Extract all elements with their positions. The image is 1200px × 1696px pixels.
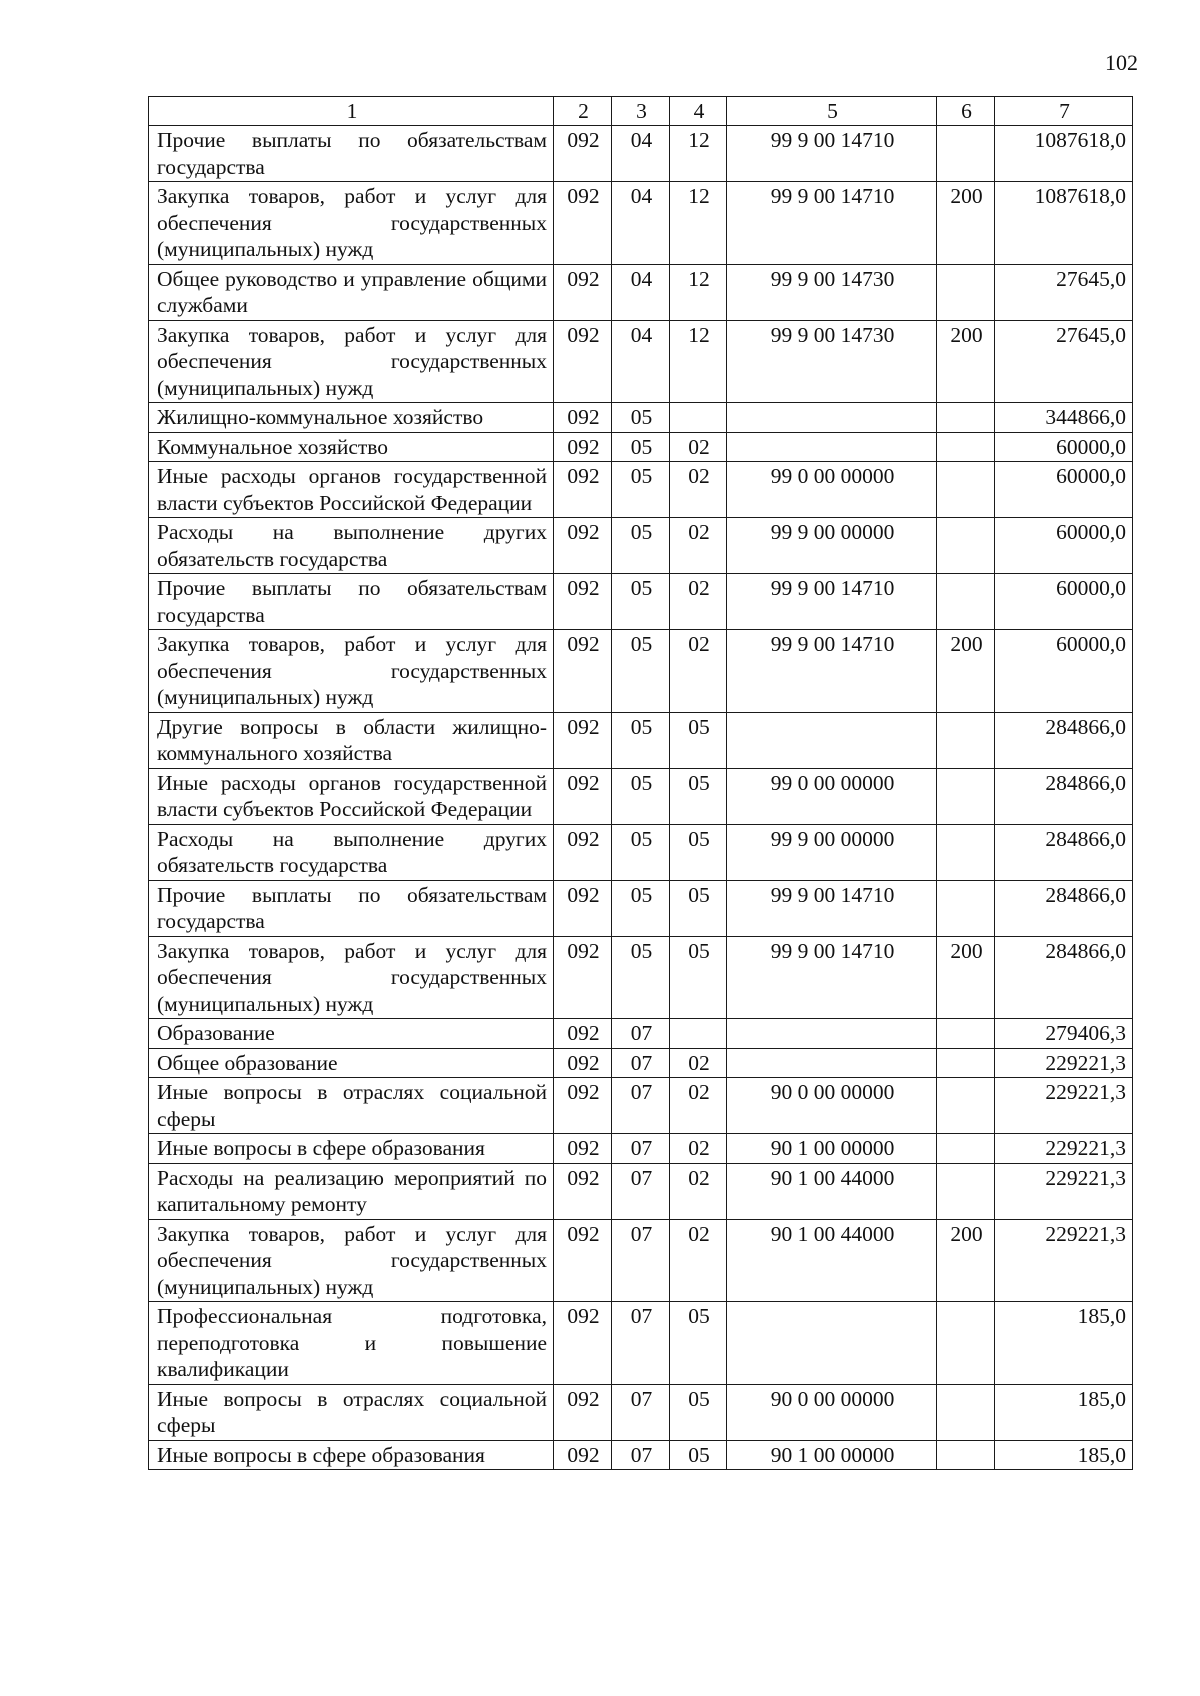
expense-type-cell	[937, 1384, 995, 1440]
column-header: 6	[937, 97, 995, 126]
column-header: 3	[612, 97, 670, 126]
row-name-cell: Общее образование	[149, 1048, 554, 1078]
table-row	[149, 1163, 1133, 1219]
expense-type-cell	[937, 1048, 995, 1078]
ministry-code-cell: 092	[554, 1019, 612, 1049]
amount-cell: 185,0	[995, 1440, 1133, 1470]
subsection-code-cell: 02	[670, 630, 727, 713]
section-code-cell: 04	[612, 126, 670, 182]
expense-type-cell	[937, 712, 995, 768]
table-row	[149, 574, 1133, 630]
row-name-cell: Закупка товаров, работ и услуг для обеспечения государственных (муниципальных) нужд	[149, 320, 554, 403]
amount-cell: 1087618,0	[995, 126, 1133, 182]
amount-cell: 284866,0	[995, 824, 1133, 880]
expense-type-cell	[937, 1302, 995, 1385]
row-name-cell: Иные вопросы в отраслях социальной сферы	[149, 1078, 554, 1134]
row-name-cell: Иные вопросы в сфере образования	[149, 1440, 554, 1470]
expense-type-cell	[937, 1440, 995, 1470]
row-name-cell: Иные расходы органов государственной власти субъектов Российской Федерации	[149, 462, 554, 518]
amount-cell: 229221,3	[995, 1219, 1133, 1302]
section-code-cell: 07	[612, 1134, 670, 1164]
target-article-cell: 99 9 00 14710	[727, 880, 937, 936]
target-article-cell: 99 9 00 14710	[727, 630, 937, 713]
column-header: 1	[149, 97, 554, 126]
target-article-cell: 99 9 00 14710	[727, 936, 937, 1019]
amount-cell: 185,0	[995, 1384, 1133, 1440]
subsection-code-cell: 02	[670, 1163, 727, 1219]
table-row	[149, 1048, 1133, 1078]
page-number: 102	[1105, 50, 1138, 75]
section-code-cell: 05	[612, 403, 670, 433]
row-name-cell: Профессиональная подготовка, переподготовка и повышение квалификации	[149, 1302, 554, 1385]
section-code-cell: 05	[612, 936, 670, 1019]
section-code-cell: 05	[612, 518, 670, 574]
expense-type-cell	[937, 1078, 995, 1134]
table-row	[149, 936, 1133, 1019]
subsection-code-cell: 05	[670, 936, 727, 1019]
table-row	[149, 264, 1133, 320]
row-name-cell: Общее руководство и управление общими службами	[149, 264, 554, 320]
target-article-cell: 99 9 00 14710	[727, 574, 937, 630]
column-header: 2	[554, 97, 612, 126]
ministry-code-cell: 092	[554, 320, 612, 403]
expense-type-cell	[937, 462, 995, 518]
subsection-code-cell: 12	[670, 182, 727, 265]
expense-type-cell	[937, 518, 995, 574]
target-article-cell: 99 9 00 00000	[727, 824, 937, 880]
ministry-code-cell: 092	[554, 518, 612, 574]
table-row	[149, 1384, 1133, 1440]
amount-cell: 229221,3	[995, 1048, 1133, 1078]
column-header: 4	[670, 97, 727, 126]
table-row	[149, 768, 1133, 824]
ministry-code-cell: 092	[554, 182, 612, 265]
subsection-code-cell: 05	[670, 824, 727, 880]
subsection-code-cell: 05	[670, 712, 727, 768]
expense-type-cell: 200	[937, 936, 995, 1019]
section-code-cell: 05	[612, 824, 670, 880]
section-code-cell: 05	[612, 574, 670, 630]
row-name-cell: Прочие выплаты по обязательствам государства	[149, 574, 554, 630]
subsection-code-cell: 05	[670, 1302, 727, 1385]
section-code-cell: 05	[612, 712, 670, 768]
subsection-code-cell: 02	[670, 1219, 727, 1302]
ministry-code-cell: 092	[554, 712, 612, 768]
row-name-cell: Расходы на выполнение других обязательств государства	[149, 518, 554, 574]
subsection-code-cell	[670, 1019, 727, 1049]
amount-cell: 1087618,0	[995, 182, 1133, 265]
column-header: 7	[995, 97, 1133, 126]
target-article-cell: 90 1 00 00000	[727, 1440, 937, 1470]
row-name-cell: Расходы на выполнение других обязательств государства	[149, 824, 554, 880]
amount-cell: 284866,0	[995, 712, 1133, 768]
amount-cell: 284866,0	[995, 936, 1133, 1019]
table-row	[149, 1134, 1133, 1164]
subsection-code-cell: 12	[670, 320, 727, 403]
ministry-code-cell: 092	[554, 432, 612, 462]
section-code-cell: 05	[612, 630, 670, 713]
ministry-code-cell: 092	[554, 1440, 612, 1470]
amount-cell: 279406,3	[995, 1019, 1133, 1049]
amount-cell: 284866,0	[995, 768, 1133, 824]
amount-cell: 27645,0	[995, 320, 1133, 403]
amount-cell: 229221,3	[995, 1078, 1133, 1134]
section-code-cell: 07	[612, 1078, 670, 1134]
amount-cell: 27645,0	[995, 264, 1133, 320]
row-name-cell: Закупка товаров, работ и услуг для обеспечения государственных (муниципальных) нужд	[149, 182, 554, 265]
subsection-code-cell: 05	[670, 1440, 727, 1470]
subsection-code-cell: 02	[670, 574, 727, 630]
ministry-code-cell: 092	[554, 403, 612, 433]
row-name-cell: Закупка товаров, работ и услуг для обеспечения государственных (муниципальных) нужд	[149, 1219, 554, 1302]
subsection-code-cell: 05	[670, 768, 727, 824]
expense-type-cell	[937, 574, 995, 630]
amount-cell: 229221,3	[995, 1134, 1133, 1164]
ministry-code-cell: 092	[554, 768, 612, 824]
expense-type-cell: 200	[937, 630, 995, 713]
expense-type-cell	[937, 1134, 995, 1164]
table-row	[149, 126, 1133, 182]
expense-type-cell: 200	[937, 320, 995, 403]
section-code-cell: 04	[612, 320, 670, 403]
expense-type-cell	[937, 264, 995, 320]
row-name-cell: Жилищно-коммунальное хозяйство	[149, 403, 554, 433]
target-article-cell: 99 9 00 00000	[727, 518, 937, 574]
subsection-code-cell: 02	[670, 1134, 727, 1164]
table-row	[149, 432, 1133, 462]
target-article-cell: 99 9 00 14710	[727, 182, 937, 265]
ministry-code-cell: 092	[554, 1048, 612, 1078]
target-article-cell	[727, 712, 937, 768]
ministry-code-cell: 092	[554, 264, 612, 320]
section-code-cell: 07	[612, 1163, 670, 1219]
subsection-code-cell: 02	[670, 462, 727, 518]
target-article-cell: 90 1 00 44000	[727, 1163, 937, 1219]
row-name-cell: Иные расходы органов государственной власти субъектов Российской Федерации	[149, 768, 554, 824]
table-row	[149, 1019, 1133, 1049]
subsection-code-cell	[670, 403, 727, 433]
section-code-cell: 07	[612, 1048, 670, 1078]
expense-type-cell	[937, 768, 995, 824]
ministry-code-cell: 092	[554, 1134, 612, 1164]
table-row	[149, 182, 1133, 265]
amount-cell: 229221,3	[995, 1163, 1133, 1219]
table-row	[149, 712, 1133, 768]
section-code-cell: 05	[612, 768, 670, 824]
target-article-cell	[727, 403, 937, 433]
target-article-cell: 99 9 00 14730	[727, 264, 937, 320]
amount-cell: 60000,0	[995, 518, 1133, 574]
table-row	[149, 1219, 1133, 1302]
table-row	[149, 1078, 1133, 1134]
target-article-cell: 99 0 00 00000	[727, 768, 937, 824]
row-name-cell: Иные вопросы в отраслях социальной сферы	[149, 1384, 554, 1440]
expense-type-cell	[937, 432, 995, 462]
ministry-code-cell: 092	[554, 462, 612, 518]
ministry-code-cell: 092	[554, 1078, 612, 1134]
expense-type-cell	[937, 1019, 995, 1049]
section-code-cell: 07	[612, 1384, 670, 1440]
section-code-cell: 05	[612, 880, 670, 936]
table-row	[149, 320, 1133, 403]
table-row	[149, 1440, 1133, 1470]
amount-cell: 284866,0	[995, 880, 1133, 936]
section-code-cell: 07	[612, 1440, 670, 1470]
expense-type-cell	[937, 126, 995, 182]
expense-type-cell	[937, 880, 995, 936]
ministry-code-cell: 092	[554, 574, 612, 630]
amount-cell: 344866,0	[995, 403, 1133, 433]
amount-cell: 60000,0	[995, 630, 1133, 713]
expense-type-cell: 200	[937, 1219, 995, 1302]
row-name-cell: Прочие выплаты по обязательствам государства	[149, 126, 554, 182]
subsection-code-cell: 02	[670, 1048, 727, 1078]
row-name-cell: Расходы на реализацию мероприятий по капитальному ремонту	[149, 1163, 554, 1219]
section-code-cell: 04	[612, 264, 670, 320]
table-row	[149, 880, 1133, 936]
ministry-code-cell: 092	[554, 1384, 612, 1440]
table-row	[149, 462, 1133, 518]
target-article-cell	[727, 1019, 937, 1049]
section-code-cell: 07	[612, 1219, 670, 1302]
target-article-cell: 90 1 00 44000	[727, 1219, 937, 1302]
target-article-cell: 99 0 00 00000	[727, 462, 937, 518]
column-header: 5	[727, 97, 937, 126]
table-row	[149, 824, 1133, 880]
row-name-cell: Закупка товаров, работ и услуг для обеспечения государственных (муниципальных) нужд	[149, 936, 554, 1019]
section-code-cell: 07	[612, 1019, 670, 1049]
section-code-cell: 05	[612, 462, 670, 518]
table-row	[149, 403, 1133, 433]
table-row	[149, 518, 1133, 574]
ministry-code-cell: 092	[554, 880, 612, 936]
ministry-code-cell: 092	[554, 824, 612, 880]
row-name-cell: Другие вопросы в области жилищно-коммунального хозяйства	[149, 712, 554, 768]
expense-type-cell	[937, 403, 995, 433]
target-article-cell: 90 0 00 00000	[727, 1384, 937, 1440]
target-article-cell: 99 9 00 14730	[727, 320, 937, 403]
section-code-cell: 04	[612, 182, 670, 265]
subsection-code-cell: 02	[670, 518, 727, 574]
target-article-cell: 90 1 00 00000	[727, 1134, 937, 1164]
amount-cell: 60000,0	[995, 574, 1133, 630]
target-article-cell: 99 9 00 14710	[727, 126, 937, 182]
row-name-cell: Коммунальное хозяйство	[149, 432, 554, 462]
row-name-cell: Закупка товаров, работ и услуг для обеспечения государственных (муниципальных) нужд	[149, 630, 554, 713]
amount-cell: 60000,0	[995, 462, 1133, 518]
ministry-code-cell: 092	[554, 1163, 612, 1219]
ministry-code-cell: 092	[554, 1302, 612, 1385]
subsection-code-cell: 02	[670, 432, 727, 462]
section-code-cell: 05	[612, 432, 670, 462]
amount-cell: 60000,0	[995, 432, 1133, 462]
table-body	[149, 126, 1133, 1470]
ministry-code-cell: 092	[554, 936, 612, 1019]
subsection-code-cell: 12	[670, 264, 727, 320]
table-row	[149, 630, 1133, 713]
row-name-cell: Образование	[149, 1019, 554, 1049]
subsection-code-cell: 05	[670, 1384, 727, 1440]
target-article-cell: 90 0 00 00000	[727, 1078, 937, 1134]
amount-cell: 185,0	[995, 1302, 1133, 1385]
target-article-cell	[727, 432, 937, 462]
section-code-cell: 07	[612, 1302, 670, 1385]
expense-type-cell	[937, 824, 995, 880]
subsection-code-cell: 02	[670, 1078, 727, 1134]
ministry-code-cell: 092	[554, 126, 612, 182]
expense-type-cell	[937, 1163, 995, 1219]
row-name-cell: Иные вопросы в сфере образования	[149, 1134, 554, 1164]
header-row	[149, 97, 1133, 126]
table-row	[149, 1302, 1133, 1385]
expense-type-cell: 200	[937, 182, 995, 265]
ministry-code-cell: 092	[554, 1219, 612, 1302]
budget-table	[148, 96, 1133, 1470]
ministry-code-cell: 092	[554, 630, 612, 713]
subsection-code-cell: 12	[670, 126, 727, 182]
target-article-cell	[727, 1048, 937, 1078]
row-name-cell: Прочие выплаты по обязательствам государства	[149, 880, 554, 936]
target-article-cell	[727, 1302, 937, 1385]
subsection-code-cell: 05	[670, 880, 727, 936]
